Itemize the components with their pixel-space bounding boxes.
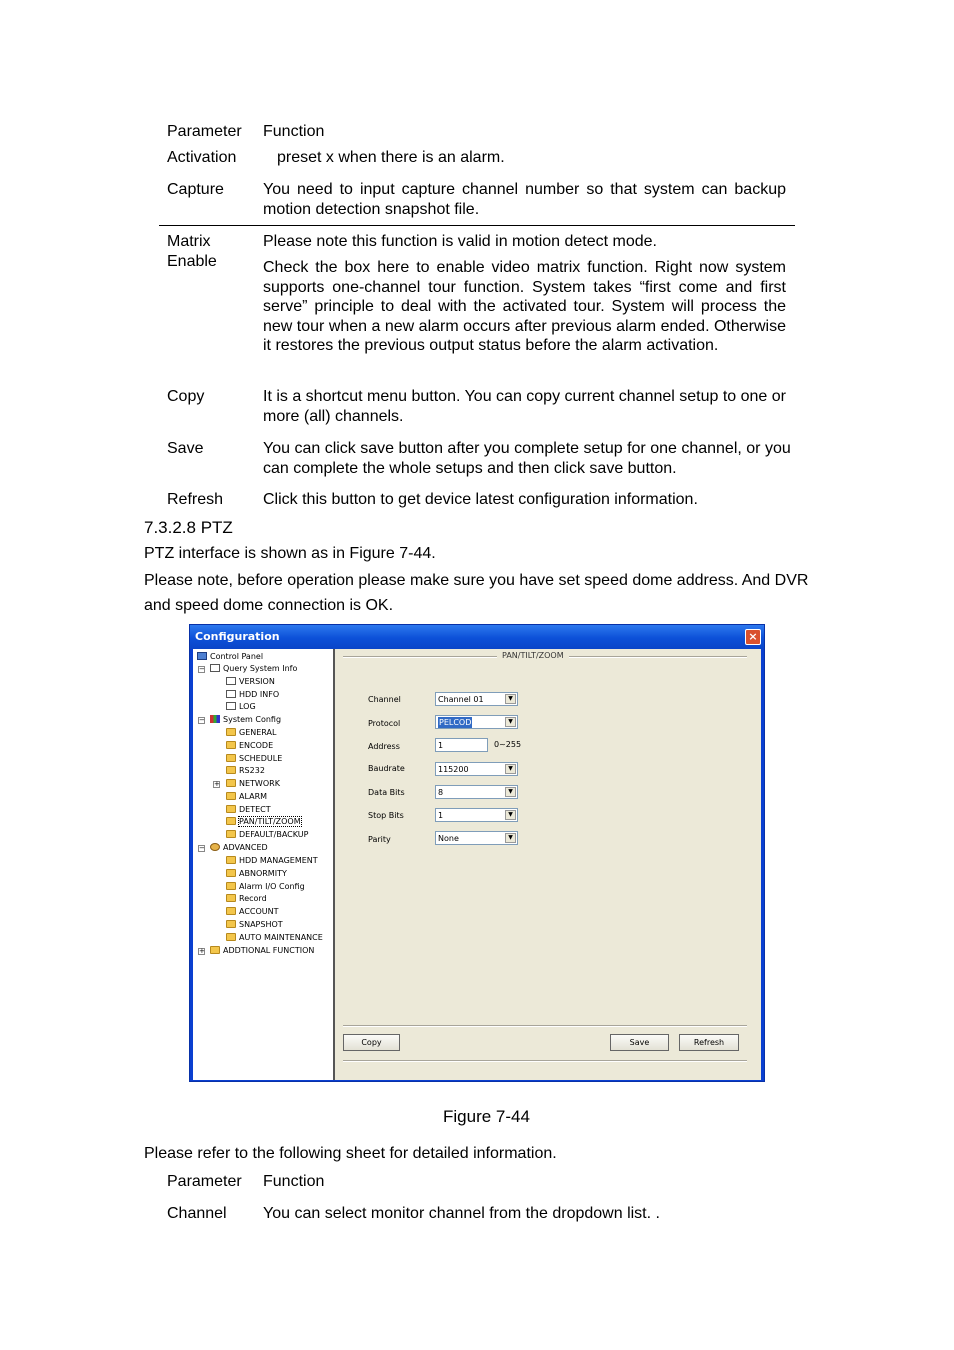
data-bits-label: Data Bits	[368, 788, 405, 797]
param-matrix-line1: Matrix	[167, 233, 211, 250]
separator-bottom	[343, 1060, 747, 1062]
param-capture: Capture	[167, 181, 224, 198]
folder-icon	[226, 920, 236, 928]
baudrate-value: 115200	[438, 765, 469, 774]
folder-icon	[226, 792, 236, 800]
func-activation: preset x when there is an alarm.	[277, 149, 505, 166]
table-divider	[159, 225, 795, 226]
func-capture: You need to input capture channel number so that system can backup motion detection snapshot file.	[263, 181, 786, 218]
param-channel: Channel	[167, 1205, 227, 1222]
address-label: Address	[368, 742, 400, 751]
document-icon	[226, 702, 236, 710]
collapse-icon[interactable]: −	[199, 665, 205, 673]
tree-ptz[interactable]: PAN/TILT/ZOOM	[226, 816, 301, 828]
tree-system-config[interactable]: System Config	[210, 714, 281, 726]
channel-value: Channel 01	[438, 695, 484, 704]
func-channel: You can select monitor channel from the dropdown list. .	[263, 1205, 660, 1222]
param-activation: Activation	[167, 149, 237, 166]
tree-snapshot[interactable]: SNAPSHOT	[226, 919, 283, 931]
chevron-down-icon[interactable]: ▼	[505, 694, 516, 704]
tree-alarm[interactable]: ALARM	[226, 791, 267, 803]
folder-icon	[226, 830, 236, 838]
tree-general[interactable]: GENERAL	[226, 727, 276, 739]
tree-alarm-io-config[interactable]: Alarm I/O Config	[226, 881, 305, 893]
tree-schedule[interactable]: SCHEDULE	[226, 753, 282, 765]
folder-icon	[226, 933, 236, 941]
data-bits-select[interactable]	[435, 785, 518, 799]
section-note: Please note, before operation please make sure you have set speed dome address. And DVR and speed dome connection is OK.	[144, 572, 809, 614]
func-save: You can click save button after you complete setup for one channel, or you can complete the whole setups and then click save button.	[263, 440, 791, 477]
func-matrix-note: Please note this function is valid in motion detect mode.	[263, 233, 657, 250]
func-copy: It is a shortcut menu button. You can copy current channel setup to one or more (all) channels.	[263, 388, 786, 425]
ptz-panel	[335, 649, 761, 1080]
param-refresh: Refresh	[167, 491, 224, 508]
parity-label: Parity	[368, 835, 391, 844]
separator-top	[343, 1025, 747, 1027]
title-bar[interactable]	[190, 625, 764, 649]
close-button[interactable]: ×	[745, 629, 761, 645]
address-value: 1	[438, 741, 444, 750]
folder-icon	[210, 946, 220, 954]
folder-icon	[226, 856, 236, 864]
tree-query-system-info[interactable]: Query System Info	[210, 663, 297, 675]
open-folder-icon	[226, 817, 236, 825]
section-intro: PTZ interface is shown as in Figure 7-44.	[144, 545, 436, 562]
configuration-window	[189, 624, 765, 1082]
tree-network[interactable]: NETWORK	[226, 778, 280, 790]
window-title: Configuration	[195, 630, 280, 643]
folder-icon	[226, 728, 236, 736]
tree-detect[interactable]: DETECT	[226, 804, 271, 816]
folder-icon	[226, 741, 236, 749]
parity-value: None	[438, 834, 459, 843]
copy-button[interactable]: Copy	[343, 1034, 400, 1051]
tree-hdd-info[interactable]: HDD INFO	[226, 689, 279, 701]
tree-abnormity[interactable]: ABNORMITY	[226, 868, 287, 880]
expand-icon[interactable]: +	[199, 947, 205, 955]
table-header-parameter: Parameter	[167, 123, 242, 140]
tree-version[interactable]: VERSION	[226, 676, 275, 688]
chart-icon	[210, 715, 220, 723]
nav-tree	[193, 649, 335, 1080]
document-icon	[226, 690, 236, 698]
group-title: PAN/TILT/ZOOM	[497, 651, 569, 660]
chevron-down-icon[interactable]: ▼	[505, 787, 516, 797]
tree-default-backup[interactable]: DEFAULT/BACKUP	[226, 829, 308, 841]
folder-icon	[226, 754, 236, 762]
tree-account[interactable]: ACCOUNT	[226, 906, 279, 918]
window-client	[193, 649, 761, 1080]
computer-icon	[197, 652, 207, 660]
refer-text: Please refer to the following sheet for detailed information.	[144, 1145, 557, 1162]
tree-encode[interactable]: ENCODE	[226, 740, 273, 752]
func-matrix-desc: Check the box here to enable video matrix function. Right now system supports one-channel tour function. System takes “first come and first serve” principle to deal with the activated tour. System will process the new tour when a new alarm occurs after previous alarm ended. Otherwise it restores the previous output status before the alarm activation.	[263, 259, 786, 354]
chevron-down-icon[interactable]: ▼	[505, 810, 516, 820]
address-range: 0~255	[494, 740, 522, 749]
param-copy: Copy	[167, 388, 205, 405]
folder-icon	[226, 907, 236, 915]
folder-icon	[226, 805, 236, 813]
channel-select[interactable]	[435, 692, 518, 706]
section-heading: 7.3.2.8 PTZ	[144, 518, 233, 537]
document-icon	[226, 677, 236, 685]
table-header-function: Function	[263, 123, 325, 140]
func-refresh: Click this button to get device latest configuration information.	[263, 491, 698, 508]
parity-select[interactable]	[435, 831, 518, 845]
baudrate-label: Baudrate	[368, 764, 405, 773]
chevron-down-icon[interactable]: ▼	[505, 717, 516, 727]
baudrate-select[interactable]	[435, 762, 518, 776]
save-button[interactable]: Save	[610, 1034, 669, 1051]
tree-additional-function[interactable]: ADDTIONAL FUNCTION	[210, 945, 314, 957]
expand-icon[interactable]: +	[214, 780, 220, 788]
document-icon	[210, 664, 220, 672]
table2-header-parameter: Parameter	[167, 1173, 242, 1190]
collapse-icon[interactable]: −	[199, 716, 205, 724]
tree-auto-maintenance[interactable]: AUTO MAINTENANCE	[226, 932, 323, 944]
stop-bits-select[interactable]	[435, 808, 518, 822]
chevron-down-icon[interactable]: ▼	[505, 764, 516, 774]
gear-icon	[210, 843, 220, 851]
folder-icon	[226, 766, 236, 774]
folder-icon	[226, 882, 236, 890]
collapse-icon[interactable]: −	[199, 844, 205, 852]
stop-bits-label: Stop Bits	[368, 811, 404, 820]
tree-advanced[interactable]: ADVANCED	[210, 842, 268, 854]
folder-icon	[226, 869, 236, 877]
figure-caption: Figure 7-44	[443, 1107, 530, 1126]
folder-icon	[226, 779, 236, 787]
data-bits-value: 8	[438, 788, 444, 797]
channel-label: Channel	[368, 695, 401, 704]
tree-rs232[interactable]: RS232	[226, 765, 265, 777]
param-matrix-line2: Enable	[167, 253, 217, 270]
stop-bits-value: 1	[438, 811, 444, 820]
tree-record[interactable]: Record	[226, 893, 267, 905]
tree-log[interactable]: LOG	[226, 701, 256, 713]
param-save: Save	[167, 440, 204, 457]
protocol-value: PELCOD	[439, 718, 472, 727]
tree-hdd-management[interactable]: HDD MANAGEMENT	[226, 855, 318, 867]
folder-icon	[226, 894, 236, 902]
protocol-label: Protocol	[368, 719, 401, 728]
chevron-down-icon[interactable]: ▼	[505, 833, 516, 843]
protocol-select[interactable]	[435, 715, 518, 729]
refresh-button[interactable]: Refresh	[679, 1034, 739, 1051]
table2-header-function: Function	[263, 1173, 325, 1190]
tree-control-panel[interactable]: Control Panel	[197, 651, 263, 663]
address-input[interactable]	[435, 738, 488, 752]
